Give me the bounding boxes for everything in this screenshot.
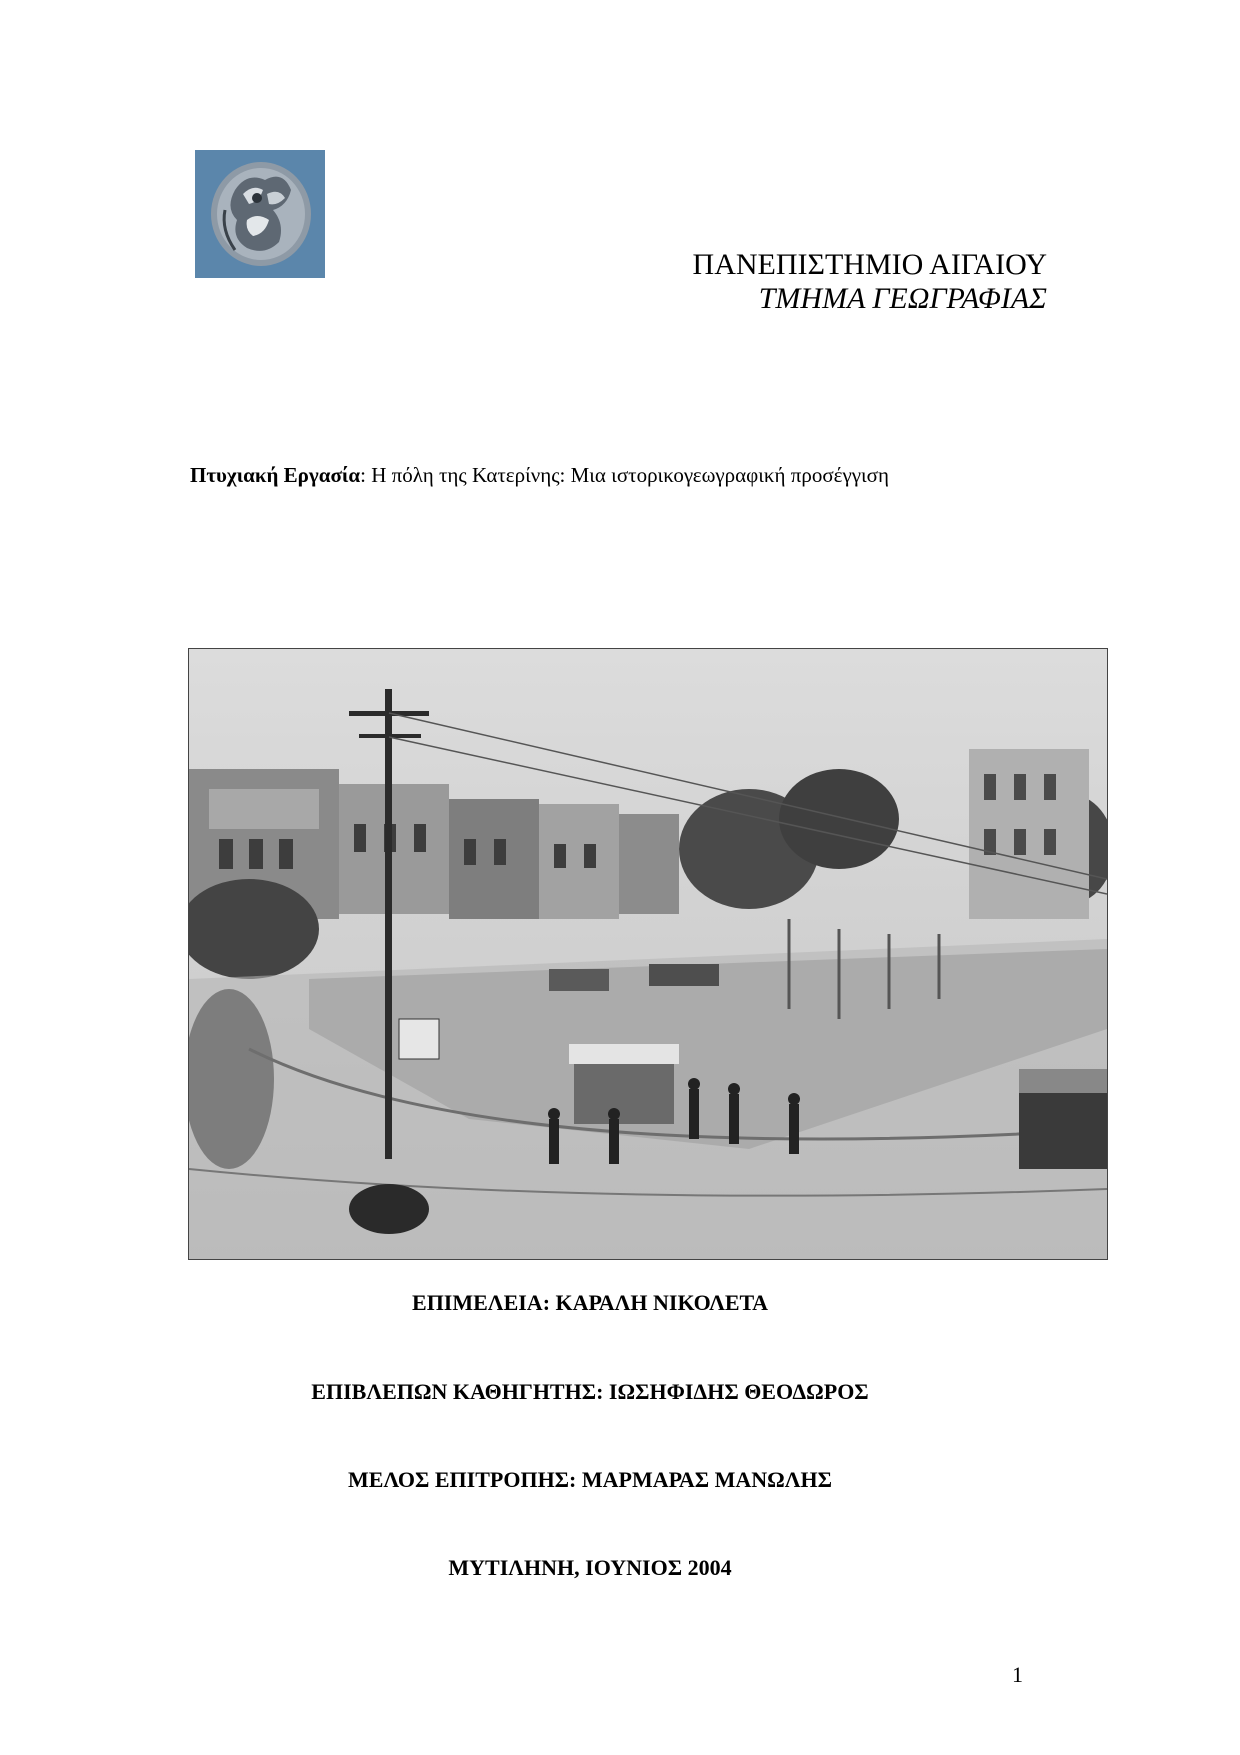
page-number: 1 — [1012, 1662, 1023, 1687]
department-name: ΤΜΗΜΑ ΓΕΩΓΡΑΦΙΑΣ — [758, 282, 1047, 315]
cover-photo — [188, 648, 1108, 1260]
thesis-label: Πτυχιακή Εργασία — [190, 463, 361, 487]
ancient-coin-sphinx-icon — [195, 150, 325, 278]
editor-credit: ΕΠΙΜΕΛΕΙΑ: ΚΑΡΑΛΗ ΝΙΚΟΛΕΤΑ — [412, 1290, 768, 1315]
committee-credit: ΜΕΛΟΣ ΕΠΙΤΡΟΠΗΣ: ΜΑΡΜΑΡΑΣ ΜΑΝΩΛΗΣ — [347, 1467, 833, 1492]
historic-town-square-photo — [189, 649, 1107, 1259]
university-name: ΠΑΝΕΠΙΣΤΗΜΙΟ ΑΙΓΑΙΟΥ — [692, 248, 1047, 281]
university-header — [693, 248, 1047, 316]
thesis-title-line — [190, 463, 889, 488]
supervisor-credit: ΕΠΙΒΛΕΠΩΝ ΚΑΘΗΓΗΤΗΣ: ΙΩΣΗΦΙΔΗΣ ΘΕΟΔΩΡΟΣ — [311, 1379, 869, 1404]
place-date: ΜΥΤΙΛΗΝΗ, ΙΟΥΝΙΟΣ 2004 — [448, 1555, 732, 1580]
thesis-title: : Η πόλη της Κατερίνης: Μια ιστορικογεωγραφική προσέγγιση — [360, 463, 889, 487]
university-logo — [195, 150, 325, 278]
